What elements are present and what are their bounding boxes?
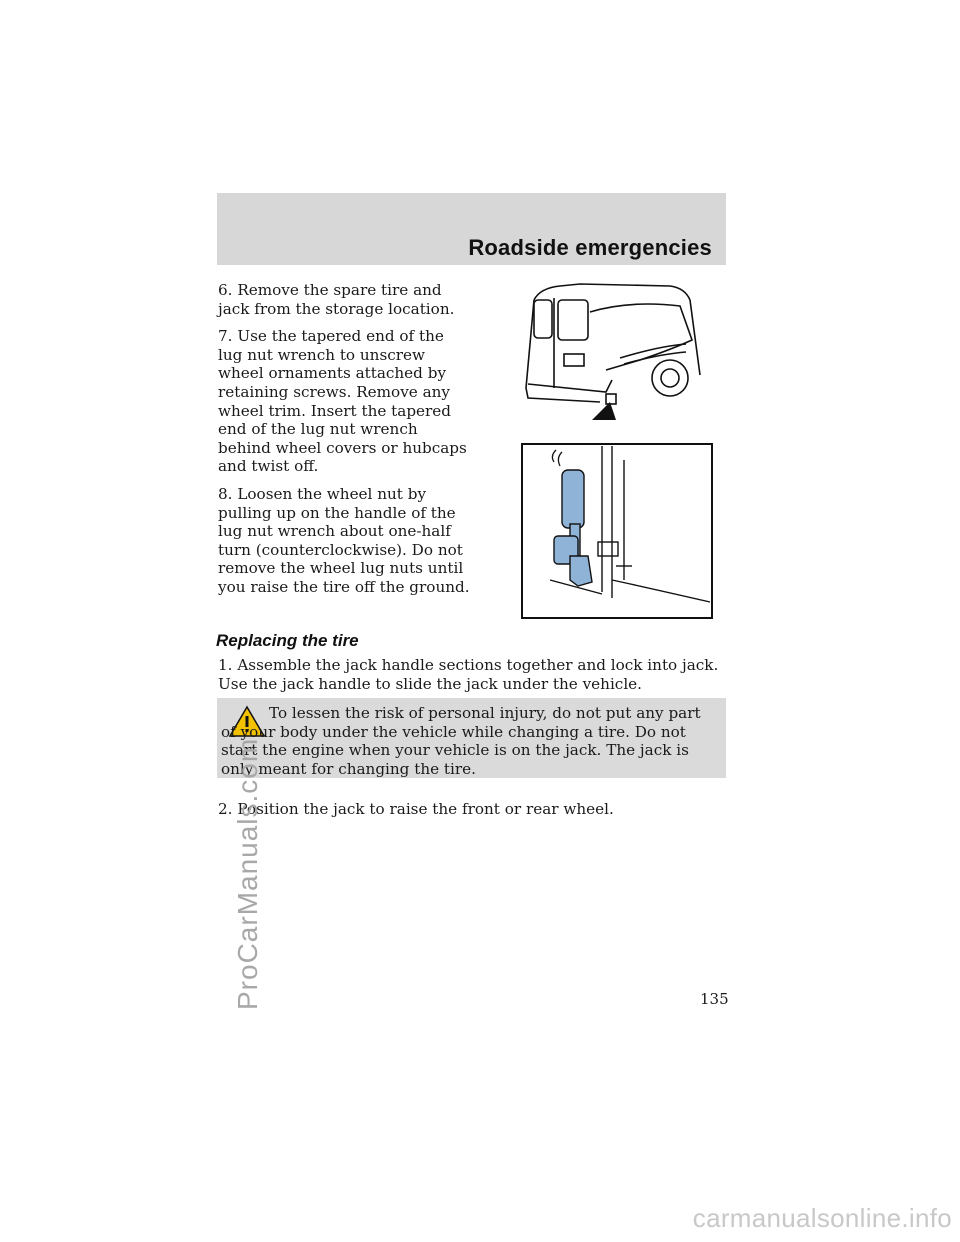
van-window-left	[534, 300, 552, 338]
steps-column	[218, 281, 473, 606]
van-exhaust	[606, 394, 616, 404]
side-watermark: ProCarManuals.com	[232, 737, 263, 1010]
van-side-outline	[526, 300, 600, 402]
replacing-heading: Replacing the tire	[216, 631, 359, 650]
replacing-step-2: 2. Position the jack to raise the front or rear wheel.	[218, 800, 614, 818]
footer-watermark: carmanualsonline.info	[692, 1203, 952, 1233]
step-7: 7. Use the tapered end of the lug nut wrench to unscrew wheel ornaments attached by retaining screws. Remove any wheel trim. Insert the tapered end of the lug nut wrench behind wheel covers or hubcaps and twist off.	[218, 327, 467, 476]
van-wheel	[652, 360, 688, 396]
page-number: 135	[700, 990, 729, 1008]
van-window-right	[558, 300, 588, 340]
jack-base	[570, 556, 592, 586]
van-license-plate	[564, 354, 584, 366]
jack-handle-upper	[562, 470, 584, 528]
replacing-step-1: 1. Assemble the jack handle sections together and lock into jack. Use the jack handle to slide the jack under the vehicle.	[218, 656, 719, 693]
section-header	[217, 193, 726, 265]
van-jack-illustration	[520, 280, 714, 620]
detail-box	[522, 444, 712, 618]
van-wheel-hub	[661, 369, 679, 387]
step-6: 6. Remove the spare tire and jack from the storage location.	[218, 281, 455, 318]
warning-box	[217, 698, 726, 778]
section-title: Roadside emergencies	[468, 235, 712, 260]
step-8: 8. Loosen the wheel nut by pulling up on the handle of the lug nut wrench about one-half turn (counterclockwise). Do not remove the wheel lug nuts until you raise the tire off the ground.	[218, 484, 470, 596]
warning-text: To lessen the risk of personal injury, do not put any part of your body under the vehicle while changing a tire. Do not start the engine when your vehicle is on the jack. The jack is only meant for changing the tire.	[221, 704, 701, 778]
van-jack-svg	[520, 280, 714, 620]
van-bumper	[528, 380, 612, 392]
